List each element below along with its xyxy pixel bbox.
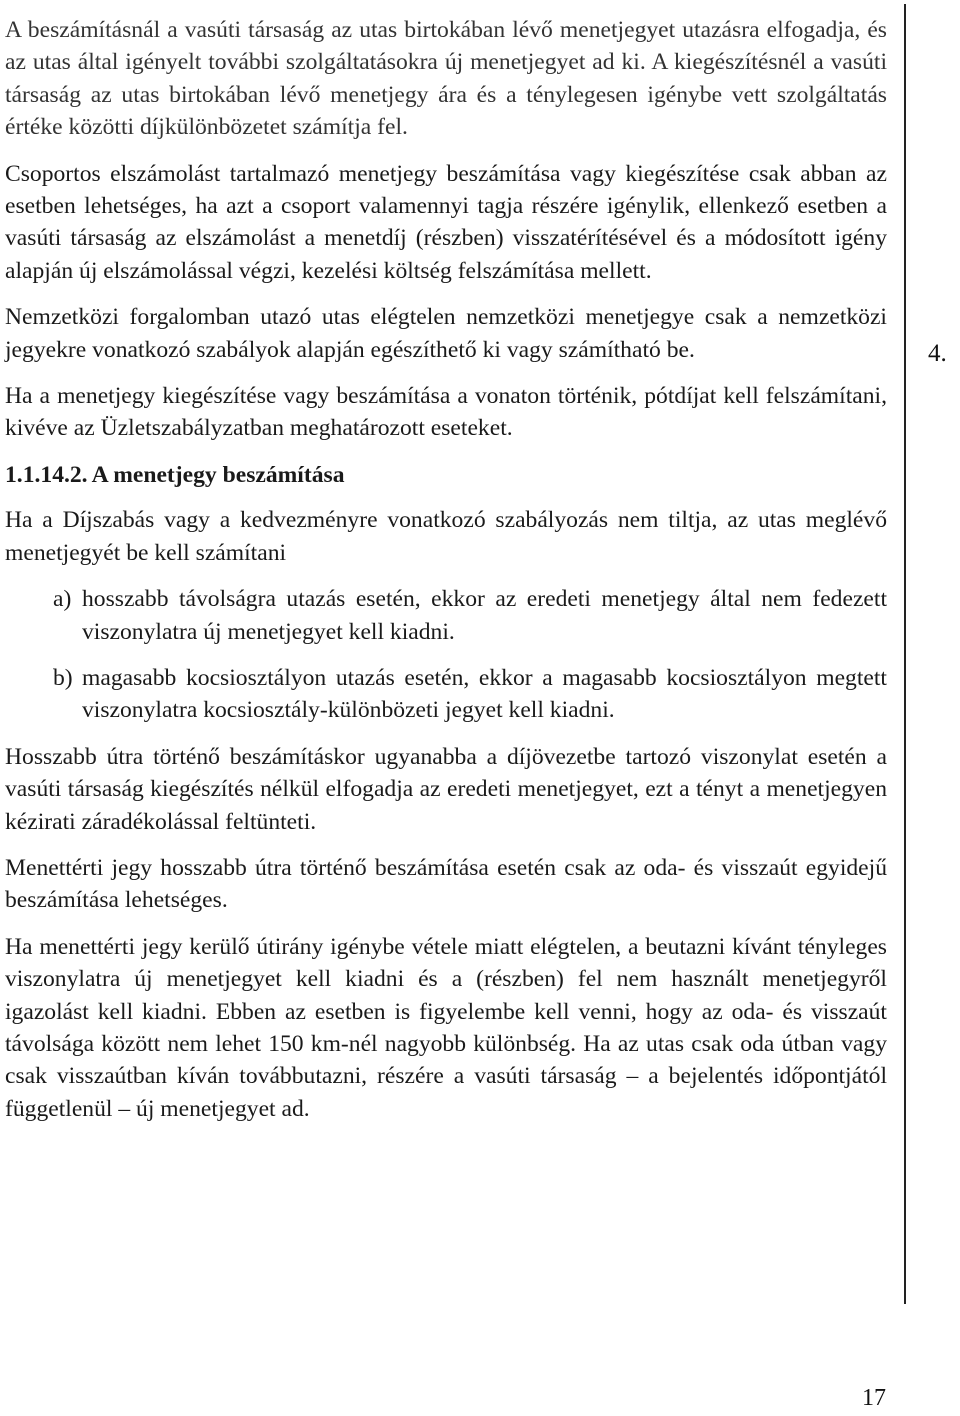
paragraph: Hosszabb útra történő beszámításkor ugyanabba a díjövezetbe tartozó viszonylat esetén a vasúti társaság kiegészítés nélkül elfogadja az eredeti menetjegyet, ezt a tényt a menetjegyen kézirati záradékolással feltünteti. <box>5 743 887 835</box>
list-item-text: magasabb kocsiosztályon utazás esetén, ekkor a magasabb kocsiosztályon megtett viszonylatra kocsiosztály-különbözeti jegyet kell kiadni. <box>82 664 887 724</box>
paragraph: A beszámításnál a vasúti társaság az utas birtokában lévő menetjegyet utazásra elfogadja, és az utas által igényelt további szolgáltatásokra új menetjegyet ad ki. A kiegészítésnél a vasúti társaság az utas birtokában lévő menetjegy ára és a ténylegesen igénybe vett szolgáltatás értéke közötti díjkülönbözetet számítja fel. <box>5 17 887 141</box>
paragraph: Menettérti jegy hosszabb útra történő beszámítása esetén csak az oda- és visszaút egyidejű beszámítása lehetséges. <box>5 854 887 914</box>
section-heading <box>5 459 887 491</box>
list-marker: a) <box>53 586 72 613</box>
condition-list <box>5 583 887 727</box>
paragraph: Csoportos elszámolást tartalmazó menetjegy beszámítása vagy kiegészítése csak abban az esetben lehetséges, ha azt a csoport valamennyi tagja részére igénylik, ellenkező esetben a vasúti társaság az elszámolást a menetdíj (részben) visszatérítésével és a módosított igény alapján új elszámolással végzi, kezelési költség felszámítása mellett. <box>5 160 887 284</box>
section-number: 1.1.14.2. <box>5 461 88 488</box>
list-item <box>5 662 887 727</box>
margin-note: 4. <box>928 340 947 367</box>
document-body <box>5 14 887 1139</box>
page-number: 17 <box>862 1385 886 1411</box>
section-title: A menetjegy beszámítása <box>91 461 345 488</box>
paragraph: Ha a menetjegy kiegészítése vagy beszámítása a vonaton történik, pótdíjat kell felszámítani, kivéve az Üzletszabályzatban meghatározott eseteket. <box>5 383 887 442</box>
intro-paragraph: Ha a Díjszabás vagy a kedvezményre vonatkozó szabályozás nem tiltja, az utas meglévő menetjegyét be kell számítani <box>5 507 887 566</box>
margin-rule <box>904 4 906 1304</box>
paragraph: Nemzetközi forgalomban utazó utas elégtelen nemzetközi menetjegye csak a nemzetközi jegyekre vonatkozó szabályok alapján egészíthető ki vagy számítható be. <box>5 304 887 363</box>
paragraph: Ha menettérti jegy kerülő útirány igénybe vétele miatt elégtelen, a beutazni kívánt tényleges viszonylatra új menetjegyet kell kiadni és a (részben) fel nem használt menetjegyről igazolást kell kiadni. Ebben az esetben is figyelembe kell venni, hogy az oda- és visszaút távolsága között nem lehet 150 km-nél nagyobb különbség. Ha az utas csak oda útban vagy csak visszaútban kíván továbbutazni, részére a vasúti társaság – a bejelentés időpontjától függetlenül – új menetjegyet ad. <box>5 933 887 1122</box>
list-item-text: hosszabb távolságra utazás esetén, ekkor az eredeti menetjegy által nem fedezett viszonylatra új menetjegyet kell kiadni. <box>82 586 887 645</box>
list-item <box>5 583 887 648</box>
list-marker: b) <box>53 664 73 691</box>
